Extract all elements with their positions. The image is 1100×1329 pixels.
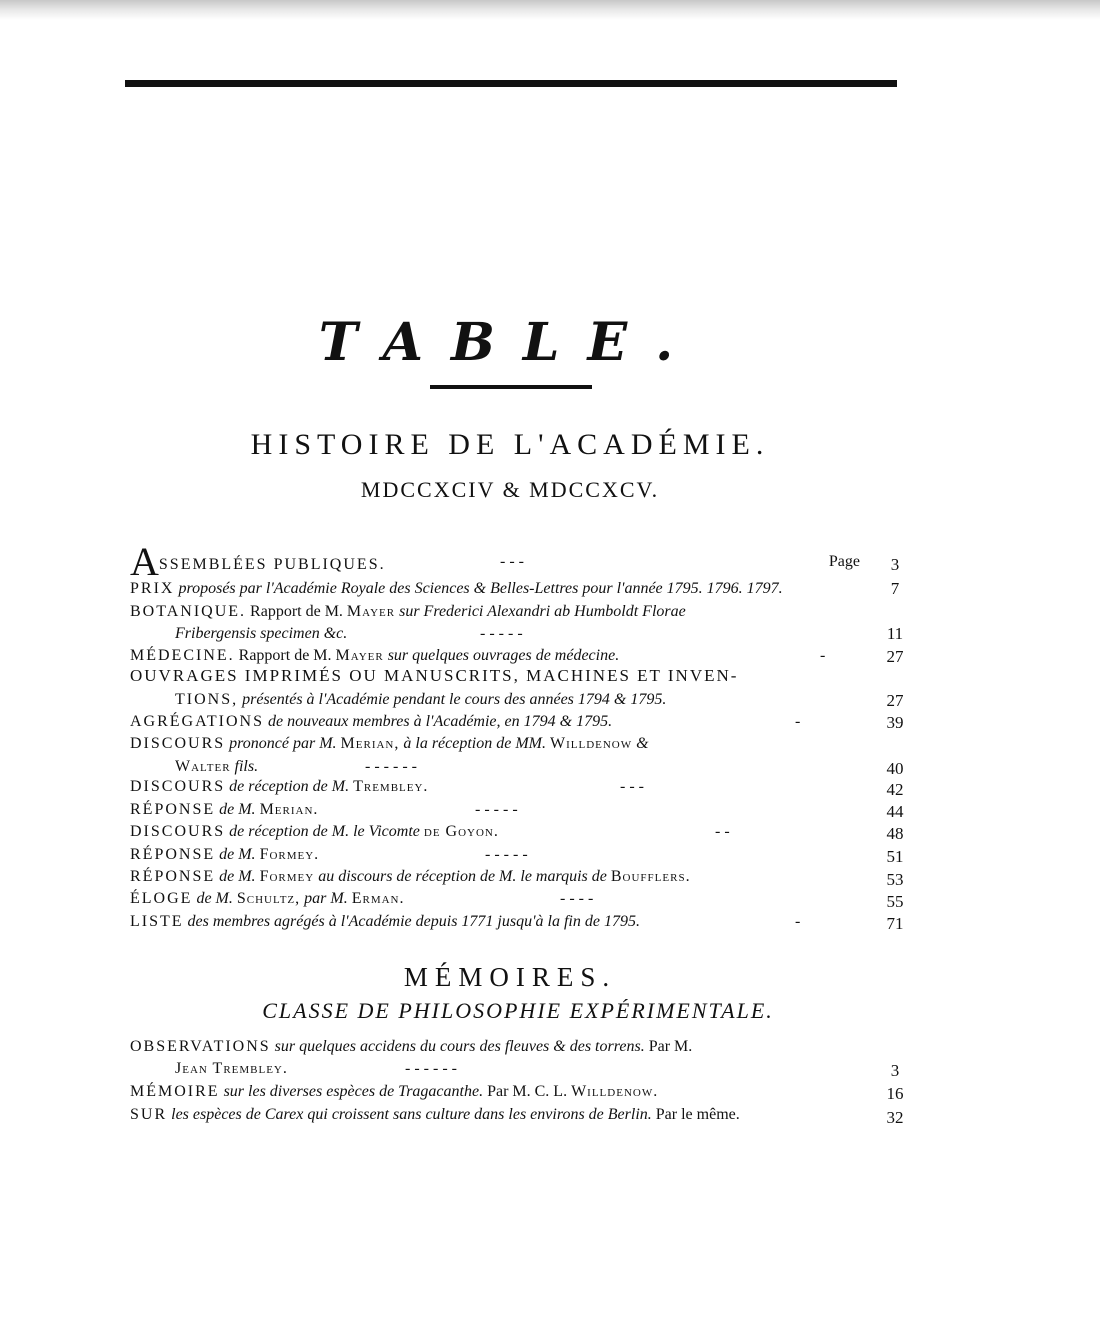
entry-head: MÉMOIRE bbox=[130, 1083, 220, 1100]
entry-text: de M. bbox=[196, 890, 233, 907]
toc-entry bbox=[130, 843, 860, 867]
entry-text: au discours de réception de M. le marquis de bbox=[318, 868, 607, 885]
entry-text: Rapport de M. bbox=[238, 647, 332, 664]
top-rule bbox=[125, 80, 897, 87]
person-name: Boufflers. bbox=[610, 868, 691, 885]
page-number: 53 bbox=[886, 870, 904, 889]
entry-text: Par le même. bbox=[655, 1106, 740, 1123]
page-number: 3 bbox=[890, 1061, 900, 1080]
person-name: Schultz, bbox=[236, 890, 301, 907]
page-number: 32 bbox=[886, 1108, 904, 1127]
toc-entry bbox=[130, 798, 860, 822]
entry-head: TIONS, bbox=[175, 691, 239, 708]
toc-entry bbox=[130, 1035, 865, 1059]
entry-text: à la réception de MM. bbox=[403, 735, 546, 752]
entry-text: de nouveaux membres à l'Académie, en 1794 & 1795. bbox=[268, 713, 613, 730]
entry-text: fils. bbox=[234, 758, 259, 775]
toc-entry bbox=[130, 577, 860, 601]
entry-head: DISCOURS bbox=[130, 778, 226, 795]
toc-entry-continuation bbox=[175, 688, 860, 712]
entry-text: Par M. bbox=[648, 1038, 693, 1055]
person-name: Willdenow. bbox=[571, 1083, 659, 1100]
entry-head: SUR bbox=[130, 1106, 168, 1123]
entry-text: de M. bbox=[219, 868, 256, 885]
person-name: Willdenow bbox=[550, 735, 633, 752]
toc-entry bbox=[130, 539, 860, 584]
entry-head: DISCOURS bbox=[130, 735, 226, 752]
memoires-heading: MÉMOIRES. bbox=[403, 962, 617, 992]
toc-entry bbox=[130, 865, 865, 889]
drop-initial: A bbox=[130, 539, 159, 584]
toc-entry bbox=[130, 710, 860, 734]
leader-dashes: - - - bbox=[620, 778, 644, 795]
toc-entry bbox=[130, 664, 865, 688]
entry-head: LISTE bbox=[130, 913, 184, 930]
toc-entry bbox=[130, 1103, 865, 1127]
entry-head: OUVRAGES IMPRIMÉS OU MANUSCRITS, MACHINES ET INVEN- bbox=[130, 666, 739, 685]
entry-head: SSEMBLÉES PUBLIQUES. bbox=[158, 556, 386, 573]
entry-head: BOTANIQUE. bbox=[130, 603, 247, 620]
page-number: 71 bbox=[886, 914, 904, 933]
leader-dashes: - - - - - bbox=[480, 625, 523, 642]
person-name: Merian, bbox=[340, 735, 400, 752]
scan-edge-shadow bbox=[0, 0, 1100, 20]
entry-text: de réception de M. le Vicomte bbox=[229, 823, 420, 840]
page-number: 27 bbox=[886, 647, 904, 666]
entry-text: Fribergensis specimen &c. bbox=[175, 625, 348, 642]
entry-text: sur quelques ouvrages de médecine. bbox=[387, 647, 620, 664]
person-name: Jean Trembley. bbox=[175, 1060, 288, 1077]
page-number: 27 bbox=[886, 691, 904, 710]
page-label: Page bbox=[828, 553, 860, 570]
entry-text: par M. bbox=[304, 890, 348, 907]
leader-dashes: - - - bbox=[500, 553, 524, 570]
entry-head: PRIX bbox=[130, 580, 175, 597]
entry-text: de réception de M. bbox=[229, 778, 350, 795]
leader-dashes: - bbox=[820, 647, 826, 664]
page-number: 40 bbox=[886, 759, 904, 778]
leader-dashes: - - - - - - bbox=[405, 1060, 457, 1077]
leader-dashes: - - - - - bbox=[475, 801, 518, 818]
entry-text: des membres agrégés à l'Académie depuis 1771 jusqu'à la fin de 1795. bbox=[187, 913, 640, 930]
page-number: 39 bbox=[886, 713, 904, 732]
entry-text: prononcé par M. bbox=[229, 735, 337, 752]
page-number: 51 bbox=[886, 847, 904, 866]
person-name: Formey bbox=[259, 868, 315, 885]
page-number: 3 bbox=[890, 555, 900, 574]
person-name: Erman. bbox=[351, 890, 405, 907]
entry-head: RÉPONSE bbox=[130, 868, 216, 885]
entry-text: proposés par l'Académie Royale des Sciences & Belles-Lettres pour l'année 1795. 1796. 1797. bbox=[178, 580, 783, 597]
page-number: 55 bbox=[886, 892, 904, 911]
histoire-years: MDCCXCIV & MDCCXCV. bbox=[360, 477, 660, 502]
entry-text: présentés à l'Académie pendant le cours des années 1794 & 1795. bbox=[242, 691, 667, 708]
leader-dashes: - - - - - bbox=[485, 846, 528, 863]
person-name: Mayer bbox=[346, 603, 396, 620]
entry-head: RÉPONSE bbox=[130, 846, 216, 863]
entry-text: sur les diverses espèces de Tragacanthe. bbox=[223, 1083, 484, 1100]
page-title: TABLE. bbox=[318, 312, 702, 373]
classe-heading: CLASSE DE PHILOSOPHIE EXPÉRIMENTALE. bbox=[262, 998, 774, 1023]
entry-head: ÉLOGE bbox=[130, 890, 193, 907]
entry-head: OBSERVATIONS bbox=[130, 1038, 271, 1055]
person-name: Formey. bbox=[259, 846, 320, 863]
page-number: 11 bbox=[886, 624, 904, 643]
leader-dashes: - - bbox=[715, 823, 730, 840]
page-number: 42 bbox=[886, 780, 904, 799]
person-name: Trembley. bbox=[353, 778, 429, 795]
entry-head: DISCOURS bbox=[130, 823, 226, 840]
page-number: 44 bbox=[886, 802, 904, 821]
toc-entry bbox=[130, 775, 860, 799]
toc-entry-continuation bbox=[175, 622, 860, 646]
entry-head: MÉDECINE. bbox=[130, 647, 235, 664]
entry-text: de M. bbox=[219, 846, 256, 863]
leader-dashes: - - - - bbox=[560, 890, 594, 907]
toc-entry bbox=[130, 600, 860, 624]
entry-head: RÉPONSE bbox=[130, 801, 216, 818]
person-name: de Goyon. bbox=[423, 823, 499, 840]
page-number: 16 bbox=[886, 1084, 904, 1103]
person-name: Mayer bbox=[335, 647, 384, 664]
toc-entry bbox=[130, 1080, 860, 1104]
title-rule bbox=[430, 385, 592, 389]
leader-dashes: - bbox=[795, 713, 801, 730]
toc-entry bbox=[130, 887, 860, 911]
toc-entry-continuation bbox=[175, 1057, 860, 1081]
toc-entry bbox=[130, 820, 860, 844]
toc-entry bbox=[130, 910, 860, 934]
entry-text: sur Frederici Alexandri ab Humboldt Florae bbox=[399, 603, 686, 620]
page-number: 7 bbox=[890, 579, 900, 598]
entry-text: sur quelques accidens du cours des fleuves & des torrens. bbox=[274, 1038, 645, 1055]
leader-dashes: - - - - - - bbox=[365, 758, 417, 775]
entry-head: AGRÉGATIONS bbox=[130, 713, 264, 730]
entry-text: & bbox=[636, 735, 649, 752]
histoire-heading: HISTOIRE DE L'ACADÉMIE. bbox=[250, 428, 770, 461]
leader-dashes: - bbox=[795, 913, 801, 930]
page-number: 48 bbox=[886, 824, 904, 843]
entry-text: les espèces de Carex qui croissent sans culture dans les environs de Berlin. bbox=[171, 1106, 652, 1123]
entry-text: de M. bbox=[219, 801, 256, 818]
person-name: Merian. bbox=[259, 801, 319, 818]
person-name: Walter bbox=[175, 758, 231, 775]
toc-entry bbox=[130, 732, 860, 756]
entry-text: Par M. C. L. bbox=[487, 1083, 568, 1100]
entry-text: Rapport de M. bbox=[250, 603, 343, 620]
